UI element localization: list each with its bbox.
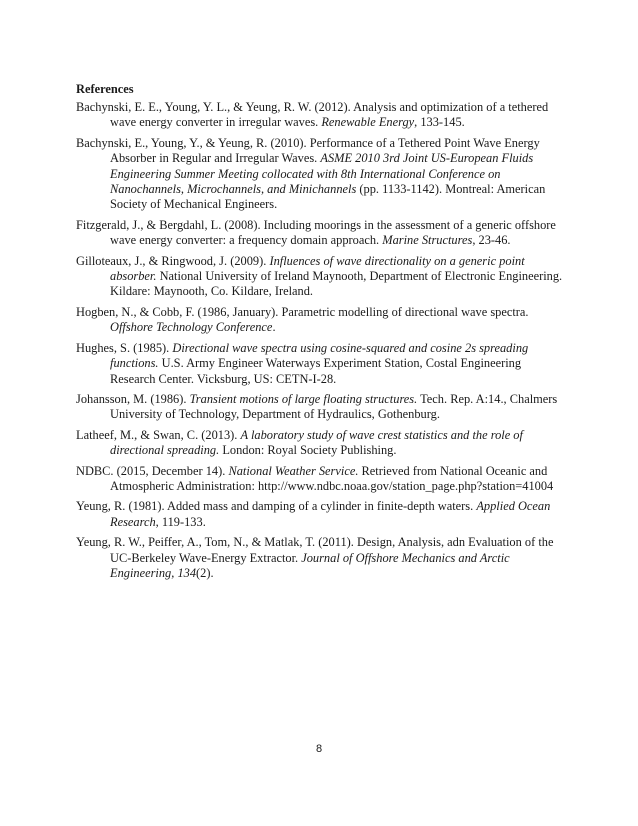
reference-entry [76,428,566,459]
reference-tail: National University of Ireland Maynooth, Department of Electronic Engineering. Kildare: Maynooth, Co. Kildare, Ireland. [110,269,563,299]
reference-tail: U.S. Army Engineer Waterways Experiment Station, Costal Engineering Research Center. Vicksburg, US: CETN-I-28. [110,356,522,386]
reference-entry [76,305,566,336]
page-number: 8 [315,743,323,755]
reference-entry [76,136,566,213]
reference-source: Journal of Offshore Mechanics and Arctic Engineering, 134 [110,550,510,580]
reference-entry [76,464,566,495]
reference-source: Offshore Technology Conference [110,320,273,335]
reference-text: Hughes, S. (1985). [76,340,173,355]
reference-tail: , 23-46. [472,233,511,248]
references-heading: References [76,82,134,96]
reference-source: National Weather Service. [228,463,359,478]
reference-source: Renewable Energy [321,115,415,130]
reference-source: Directional wave spectra using cosine-squared and cosine 2s spreading functions. [110,340,529,371]
reference-tail: Tech. Rep. A:14., Chalmers University of Technology, Department of Hydraulics, Gothenburg. [110,391,558,422]
reference-text: NDBC. (2015, December 14). [76,463,229,478]
reference-entry [76,535,566,581]
reference-source: Influences of wave directionality on a generic point absorber. [110,253,525,284]
reference-text: Bachynski, E. E., Young, Y. L., & Yeung, R. W. (2012). Analysis and optimization of a tethered wave energy converter in irregular waves. [76,100,549,130]
reference-source: Applied Ocean Research [110,499,551,529]
reference-entry [76,341,566,387]
reference-tail: , 133-145. [414,115,465,130]
reference-text: Bachynski, E., Young, Y., & Yeung, R. (2010). Performance of a Tethered Point Wave Energy Absorber in Regular and Irregular Waves. [76,135,540,166]
reference-text: Fitzgerald, J., & Bergdahl, L. (2008). Including moorings in the assessment of a generic offshore wave energy converter: a frequency domain approach. [76,217,556,248]
reference-entry [76,254,566,300]
reference-entry [76,499,566,530]
reference-tail: (pp. 1133-1142). Montreal: American Society of Mechanical Engineers. [110,182,546,212]
reference-entry [76,100,566,131]
reference-text: Johansson, M. (1986). [76,391,190,406]
reference-tail: . [272,320,276,335]
reference-tail: London: Royal Society Publishing. [219,443,397,458]
reference-source: Marine Structures [382,233,473,248]
reference-text: Yeung, R. W., Peiffer, A., Tom, N., & Matlak, T. (2011). Design, Analysis, adn Evaluation of the UC-Berkeley Wave-Energy Extractor. [76,535,554,565]
reference-tail: , 119-133. [155,514,206,529]
reference-entry [76,218,566,249]
reference-source: ASME 2010 3rd Joint US-European Fluids Engineering Summer Meeting collocated with 8th International Conference on Nanochannels, Microchannels, and Minichannels [110,151,534,197]
reference-source: Transient motions of large floating structures. [189,391,418,406]
reference-tail: Retrieved from National Oceanic and Atmospheric Administration: http://www.ndbc.noaa.gov/station_page.php?station=41004 [110,463,554,493]
reference-source: A laboratory study of wave crest statistics and the role of directional spreading. [110,427,523,458]
reference-text: Latheef, M., & Swan, C. (2013). [76,427,241,442]
reference-text: Yeung, R. (1981). Added mass and damping of a cylinder in finite-depth waters. [76,499,477,514]
reference-list [76,100,566,586]
reference-tail: (2). [196,565,214,580]
reference-entry [76,392,566,423]
reference-text: Gilloteaux, J., & Ringwood, J. (2009). [76,253,270,268]
reference-text: Hogben, N., & Cobb, F. (1986, January). Parametric modelling of directional wave spectra. [76,304,529,319]
